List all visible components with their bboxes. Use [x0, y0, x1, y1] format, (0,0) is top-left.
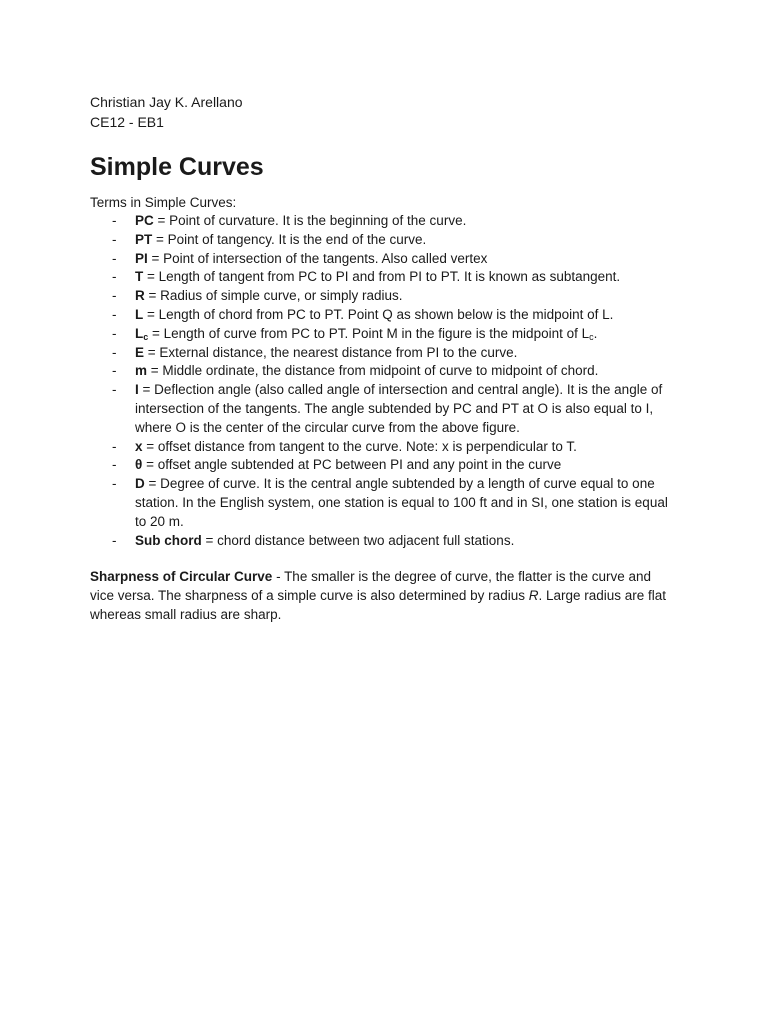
- term-definition: = Degree of curve. It is the central angle subtended by a length of curve equal to one station. In the English system, one station is equal to 100 ft and in SI, one station is equal to 20 m.: [135, 476, 668, 529]
- term-definition: = External distance, the nearest distance from PI to the curve.: [144, 344, 518, 360]
- term-label: PI: [135, 250, 148, 266]
- term-item-i: [90, 381, 678, 437]
- term-label: D: [135, 476, 145, 492]
- term-label: T: [135, 269, 144, 285]
- page-title: Simple Curves: [90, 153, 264, 181]
- list-dash: -: [112, 306, 117, 322]
- list-dash: -: [112, 269, 117, 285]
- list-dash: -: [112, 532, 117, 548]
- term-definition: = Length of tangent from PC to PI and from PI to PT. It is known as subtangent.: [143, 269, 621, 285]
- term-item-l: [90, 306, 678, 325]
- term-item-r: [90, 287, 678, 306]
- list-dash: -: [112, 213, 117, 228]
- term-label: x: [135, 438, 143, 454]
- term-definition: = offset angle subtended at PC between PI and any point in the curve: [142, 457, 562, 473]
- term-item-lc: [90, 325, 678, 344]
- author-name: Christian Jay K. Arellano: [90, 94, 243, 110]
- term-definition: = chord distance between two adjacent full stations.: [201, 532, 515, 548]
- term-label: [135, 326, 148, 341]
- term-definition: = Length of curve from PC to PT. Point M in the figure is the midpoint of L: [148, 325, 590, 341]
- term-definition: = Point of tangency. It is the end of the curve.: [152, 231, 427, 247]
- term-item-sub-chord: [90, 532, 678, 551]
- term-definition: = Point of intersection of the tangents. Also called vertex: [147, 250, 488, 266]
- list-dash: -: [112, 288, 117, 304]
- term-label: m: [135, 363, 148, 379]
- list-dash: -: [112, 476, 117, 492]
- term-definition: = offset distance from tangent to the curve. Note: x is perpendicular to T.: [142, 438, 577, 454]
- term-label-subscript: c: [143, 331, 149, 342]
- term-item-theta: [90, 456, 678, 475]
- term-label: L: [135, 306, 144, 322]
- term-label: R: [135, 288, 145, 304]
- term-definition-end: .: [593, 325, 598, 341]
- term-definition: = Middle ordinate, the distance from midpoint of curve to midpoint of chord.: [147, 363, 599, 379]
- term-definition: = Radius of simple curve, or simply radius.: [144, 288, 403, 304]
- term-label: Sub chord: [135, 532, 202, 548]
- term-definition: = Point of curvature. It is the beginning of the curve.: [153, 213, 467, 228]
- list-dash: -: [112, 363, 117, 379]
- term-label: PC: [135, 213, 154, 228]
- sharpness-paragraph: [90, 568, 678, 624]
- term-item-d: [90, 475, 678, 531]
- term-item-pi: [90, 250, 678, 269]
- term-item-pt: [90, 231, 678, 250]
- term-label-main: L: [135, 325, 144, 341]
- term-definition: = Deflection angle (also called angle of intersection and central angle). It is the angle of intersection of the tangents. The angle subtended by PC and PT at O is also equal to I, where O is the center of the circular curve from the above figure.: [135, 382, 663, 435]
- term-item-pc: [90, 212, 678, 231]
- sharpness-text-before: - The smaller is the degree of curve, the flatter is the curve and vice versa. The sharpness of a simple curve is also determined by radius: [90, 569, 651, 604]
- term-definition: = Length of chord from PC to PT. Point Q as shown below is the midpoint of L.: [143, 306, 614, 322]
- term-label: I: [135, 382, 139, 398]
- list-dash: -: [112, 438, 117, 454]
- term-label: PT: [135, 231, 153, 247]
- sharpness-text-after: . Large radius are flat whereas small radius are sharp.: [90, 588, 667, 622]
- term-label: E: [135, 344, 145, 360]
- list-dash: -: [112, 344, 117, 360]
- term-item-x: [90, 438, 678, 457]
- term-item-t: [90, 268, 678, 287]
- terms-list: [90, 212, 678, 550]
- terms-intro: Terms in Simple Curves:: [90, 195, 237, 210]
- list-dash: -: [112, 457, 117, 473]
- list-dash: -: [112, 250, 117, 266]
- term-label: θ: [135, 457, 143, 473]
- list-dash: -: [112, 382, 117, 398]
- term-item-m: [90, 362, 678, 381]
- radius-symbol: R: [528, 588, 539, 604]
- term-item-e: [90, 344, 678, 363]
- course-code: CE12 - EB1: [90, 114, 164, 130]
- term-definition-subscript: c: [589, 331, 594, 342]
- sharpness-heading: Sharpness of Circular Curve: [90, 569, 273, 585]
- list-dash: -: [112, 325, 117, 341]
- list-dash: -: [112, 231, 117, 247]
